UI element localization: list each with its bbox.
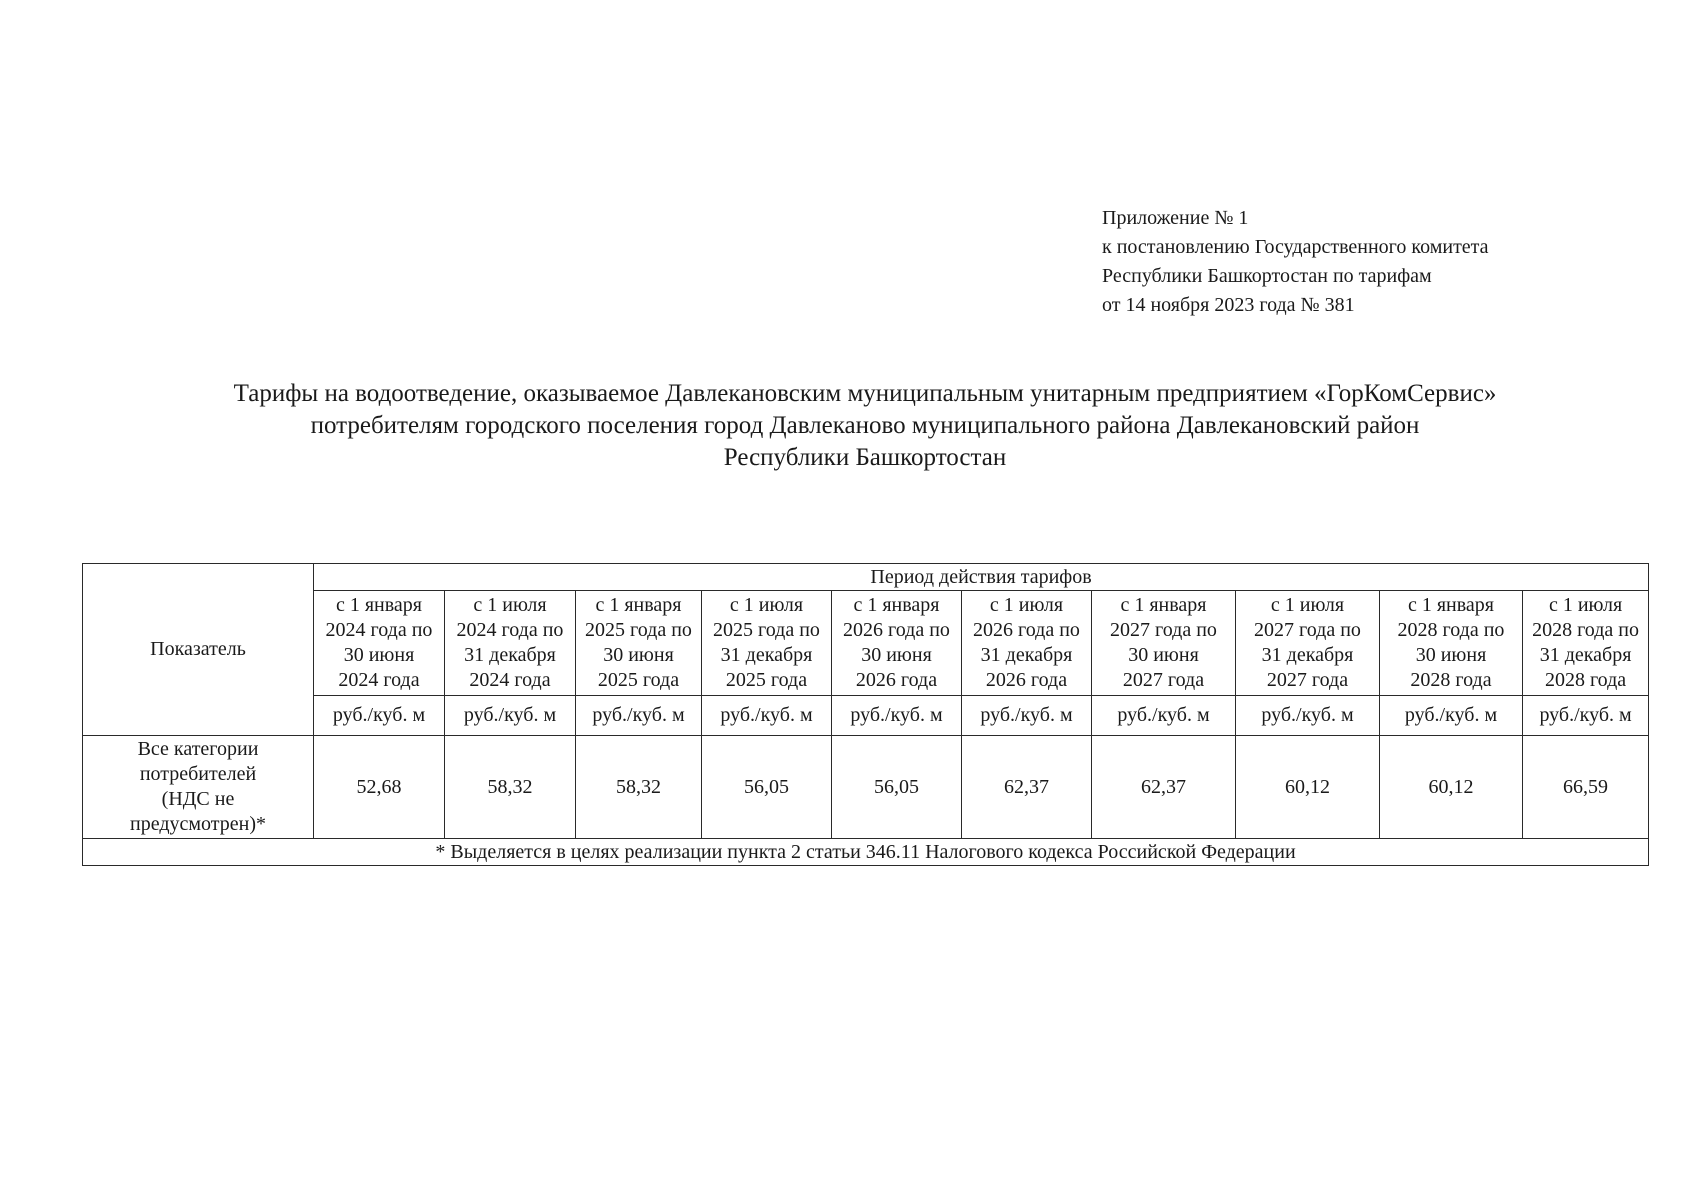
period-2024-h1: с 1 января 2024 года по 30 июня 2024 года [314,591,445,696]
period-2026-h2: с 1 июля 2026 года по 31 декабря 2026 года [962,591,1092,696]
header-row-period [83,564,1649,591]
unit-label: руб./куб. м [702,696,832,736]
tariff-value: 62,37 [962,736,1092,839]
unit-label: руб./куб. м [445,696,576,736]
appendix-line: от 14 ноября 2023 года № 381 [1102,294,1355,316]
unit-label: руб./куб. м [1523,696,1649,736]
period-2028-h1: с 1 января 2028 года по 30 июня 2028 года [1380,591,1523,696]
appendix-line: Республики Башкортостан по тарифам [1102,265,1432,287]
period-2028-h2: с 1 июля 2028 года по 31 декабря 2028 года [1523,591,1649,696]
tariff-value: 58,32 [445,736,576,839]
tariff-table [82,563,1649,866]
tariff-value: 62,37 [1092,736,1236,839]
category-label: Все категории потребителей (НДС не предусмотрен)* [83,736,314,839]
period-header: Период действия тарифов [314,564,1649,591]
table-row [83,736,1649,839]
footnote-row [83,839,1649,866]
unit-label: руб./куб. м [576,696,702,736]
tariff-value: 66,59 [1523,736,1649,839]
period-2026-h1: с 1 января 2026 года по 30 июня 2026 года [832,591,962,696]
period-2025-h2: с 1 июля 2025 года по 31 декабря 2025 года [702,591,832,696]
appendix-line: Приложение № 1 [1102,207,1249,229]
period-2027-h2: с 1 июля 2027 года по 31 декабря 2027 года [1236,591,1380,696]
header-row-dates [83,591,1649,696]
tariff-value: 60,12 [1380,736,1523,839]
unit-label: руб./куб. м [1092,696,1236,736]
unit-label: руб./куб. м [1236,696,1380,736]
tariff-value: 52,68 [314,736,445,839]
title-line: Тарифы на водоотведение, оказываемое Давлекановским муниципальным унитарным предприятием «ГорКомСервис» [233,380,1497,407]
unit-label: руб./куб. м [832,696,962,736]
footnote: * Выделяется в целях реализации пункта 2 статьи 346.11 Налогового кодекса Российской Федерации [83,839,1649,866]
unit-label: руб./куб. м [314,696,445,736]
appendix-block [1102,204,1489,320]
title-line: Республики Башкортостан [723,444,1007,471]
appendix-line: к постановлению Государственного комитета [1102,236,1489,258]
document-title [100,378,1630,474]
header-row-units [83,696,1649,736]
tariff-value: 56,05 [832,736,962,839]
tariff-value: 56,05 [702,736,832,839]
tariff-value: 60,12 [1236,736,1380,839]
unit-label: руб./куб. м [962,696,1092,736]
tariff-value: 58,32 [576,736,702,839]
period-2024-h2: с 1 июля 2024 года по 31 декабря 2024 года [445,591,576,696]
period-2027-h1: с 1 января 2027 года по 30 июня 2027 года [1092,591,1236,696]
indicator-header: Показатель [83,564,314,736]
period-2025-h1: с 1 января 2025 года по 30 июня 2025 года [576,591,702,696]
title-line: потребителям городского поселения город Давлеканово муниципального района Давлекановский район [310,412,1420,439]
unit-label: руб./куб. м [1380,696,1523,736]
